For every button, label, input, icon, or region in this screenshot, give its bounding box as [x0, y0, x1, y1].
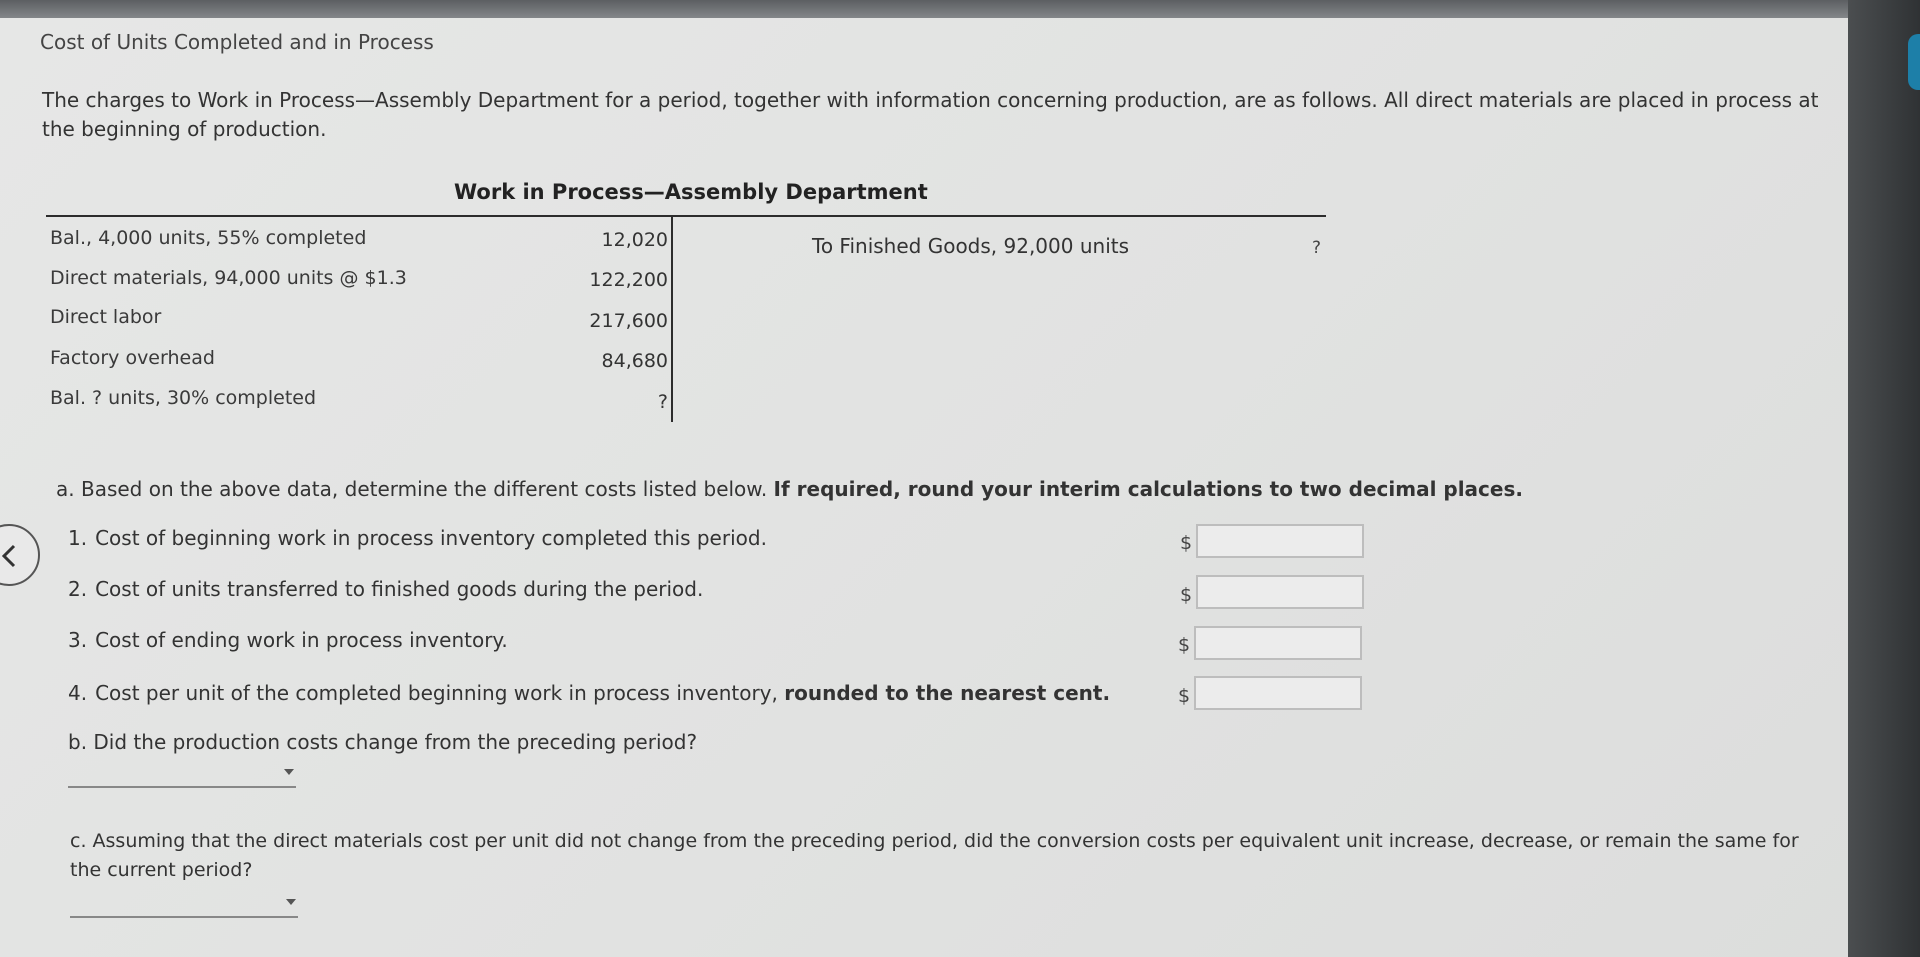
debit-value: ?: [657, 391, 668, 413]
answer-input-3[interactable]: [1194, 626, 1362, 660]
dollar-sign: $: [1178, 685, 1191, 707]
part-a-rounding-note: If required, round your interim calculations to two decimal places.: [773, 477, 1523, 501]
debit-value: 84,680: [601, 350, 668, 372]
side-tab[interactable]: [1908, 34, 1920, 90]
t-account-top-rule: [46, 215, 1326, 217]
question-bold-note: rounded to the nearest cent.: [784, 681, 1111, 705]
answer-input-2[interactable]: [1196, 575, 1364, 609]
question-number: 4.: [68, 681, 88, 705]
debit-value: 12,020: [601, 229, 668, 251]
question-item: [68, 526, 767, 550]
question-number: 2.: [68, 577, 88, 601]
answer-input-4[interactable]: [1194, 676, 1362, 710]
part-c-question: c. Assuming that the direct materials cost per unit did not change from the preceding period, did the conversion costs per equivalent unit increase, decrease, or remain the same for the current period?: [70, 830, 1799, 881]
question-item: [68, 681, 1110, 705]
chevron-down-icon: [286, 899, 296, 905]
question-text: Cost of units transferred to finished goods during the period.: [95, 577, 704, 601]
debit-label: Factory overhead: [50, 347, 215, 369]
debit-label: Bal., 4,000 units, 55% completed: [50, 227, 367, 249]
question-item: [68, 577, 703, 601]
question-text: Cost per unit of the completed beginning work in process inventory,: [95, 681, 778, 705]
t-account-title: Work in Process—Assembly Department: [454, 180, 928, 204]
part-c-dropdown[interactable]: [70, 892, 298, 918]
answer-input-1[interactable]: [1196, 524, 1364, 558]
chevron-down-icon: [284, 769, 294, 775]
part-b-question: b. Did the production costs change from the preceding period?: [68, 730, 698, 754]
question-number: 3.: [68, 628, 88, 652]
credit-label: To Finished Goods, 92,000 units: [812, 234, 1130, 258]
question-number: 1.: [68, 526, 88, 550]
debit-label: Direct materials, 94,000 units @ $1.3: [50, 267, 407, 289]
part-b-dropdown[interactable]: [68, 762, 296, 788]
right-bezel: [1848, 0, 1920, 957]
debit-value: 122,200: [589, 269, 668, 291]
page-title: Cost of Units Completed and in Process: [40, 30, 434, 54]
debit-label: Direct labor: [50, 306, 162, 328]
question-item: [68, 628, 508, 652]
question-text: Cost of beginning work in process inventory completed this period.: [95, 526, 767, 550]
t-account-divider: [671, 217, 673, 422]
dollar-sign: $: [1180, 584, 1193, 606]
debit-label: Bal. ? units, 30% completed: [50, 387, 317, 409]
debit-value: 217,600: [589, 310, 668, 332]
intro-text: The charges to Work in Process—Assembly Department for a period, together with information concerning production, are as follows. All direct materials are placed in process at the beginning of production.: [42, 88, 1819, 141]
dollar-sign: $: [1178, 634, 1191, 656]
question-text: Cost of ending work in process inventory.: [95, 628, 508, 652]
chevron-left-icon: [2, 544, 16, 568]
dollar-sign: $: [1180, 532, 1193, 554]
part-a-intro: a. Based on the above data, determine the different costs listed below.: [56, 477, 768, 501]
part-a-instructions: [56, 477, 1523, 501]
credit-value: ?: [1312, 238, 1322, 258]
